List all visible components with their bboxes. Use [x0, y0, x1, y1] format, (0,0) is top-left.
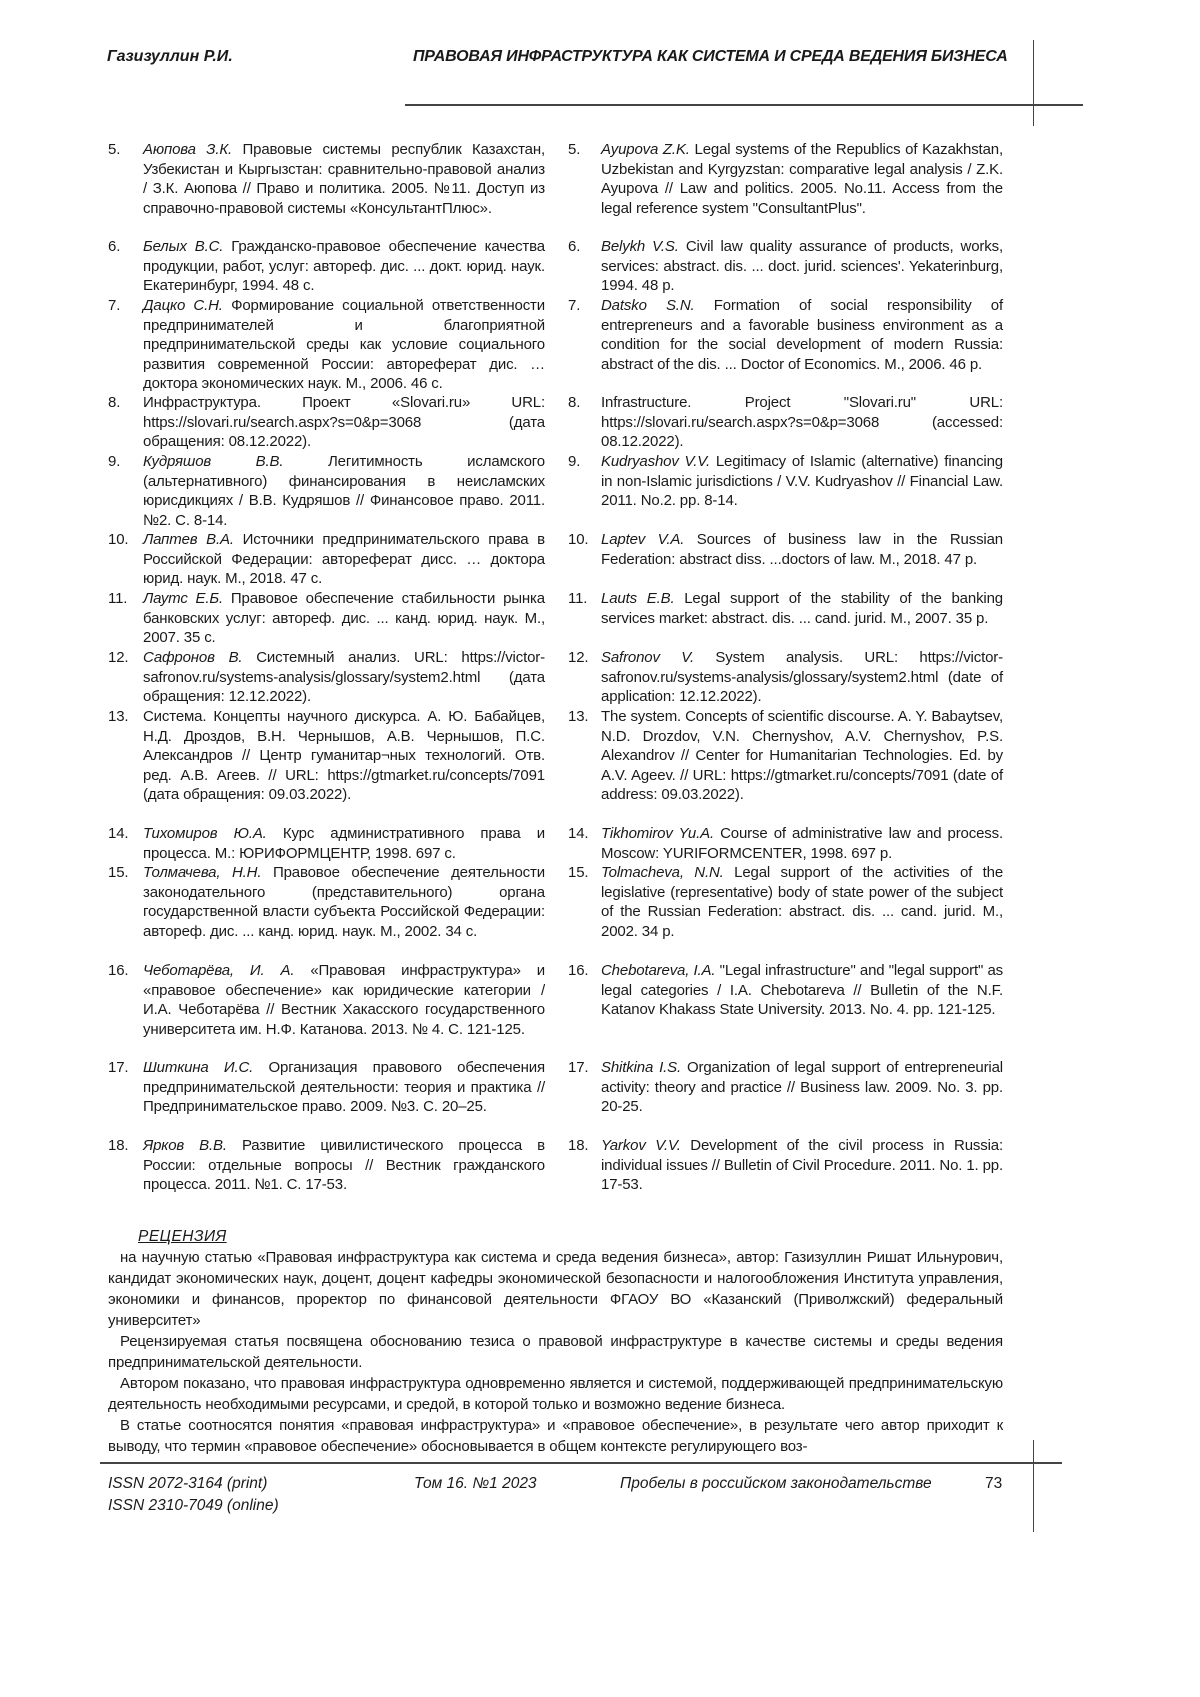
reference-text: Формирование социальной ответственности предпринимателей и благоприятной предпринимательской среды как условие социального развития современной России: автореферат дис. … доктора экономических наук. М., 2006. 46 с. — [143, 297, 545, 392]
reference-text: Правовое обеспечение стабильности рынка банковских услуг: автореф. дис. ... канд. юрид. наук. М., 2007. 35 с. — [143, 590, 545, 646]
review-paragraph: на научную статью «Правовая инфраструктура как система и среда ведения бизнеса», автор: Газизуллин Ришат Ильнурович, кандидат экономических наук, доцент, доцент кафедры экономической безопасности и налогообложения Института управления, экономики и финансов, проректор по финансовой деятельности ФГАОУ ВО «Казанский (Приволжский) федеральный университет» — [108, 1247, 1003, 1331]
reference-row — [0, 237, 1200, 296]
reference-entry-en — [568, 961, 1003, 1020]
header-title: ПРАВОВАЯ ИНФРАСТРУКТУРА КАК СИСТЕМА И СРЕДА ВЕДЕНИЯ БИЗНЕСА — [413, 48, 1008, 66]
reference-row — [0, 707, 1200, 824]
review-paragraph: Рецензируемая статья посвящена обоснованию тезиса о правовой инфраструктуре в качестве системы и среды ведения предпринимательской деятельности. — [108, 1331, 1003, 1373]
reference-body — [143, 393, 545, 452]
reference-text: Legitimacy of Islamic (alternative) financing in non-Islamic jurisdictions / V.V. Kudryashov // Financial Law. 2011. No.2. pp. 8-14. — [601, 453, 1003, 509]
review-heading: РЕЦЕНЗИЯ — [138, 1226, 1003, 1247]
reference-author: Чеботарёва, И. А. — [143, 962, 294, 979]
reference-number: 12. — [568, 648, 588, 668]
reference-author: Белых В.С. — [143, 238, 223, 255]
reference-entry-ru — [108, 237, 545, 296]
reference-entry-ru — [108, 707, 545, 805]
reference-entry-en — [568, 824, 1003, 863]
reference-entry-en — [568, 237, 1003, 296]
reference-author: Shitkina I.S. — [601, 1059, 681, 1076]
reference-entry-en — [568, 648, 1003, 707]
reference-text: Organization of legal support of entrepreneurial activity: theory and practice // Business law. 2009. No. 3. pp. 20-25. — [601, 1059, 1003, 1115]
reference-number: 10. — [568, 530, 588, 550]
reference-number: 7. — [568, 296, 580, 316]
reference-number: 12. — [108, 648, 128, 668]
reference-number: 9. — [108, 452, 120, 472]
reference-number: 6. — [568, 237, 580, 257]
reference-author: Шиткина И.С. — [143, 1059, 253, 1076]
reference-entry-en — [568, 863, 1003, 941]
reference-author: Лаптев В.А. — [143, 531, 234, 548]
reference-number: 14. — [108, 824, 128, 844]
reference-list — [0, 140, 1200, 1216]
reference-text: System analysis. URL: https://victor-safronov.ru/systems-analysis/glossary/system2.html (date of application: 12.12.2022). — [601, 649, 1003, 705]
reference-text: Course of administrative law and process. Moscow: YURIFORMCENTER, 1998. 697 p. — [601, 825, 1003, 862]
volume-issue: Том 16. №1 2023 — [414, 1475, 537, 1493]
reference-number: 7. — [108, 296, 120, 316]
reference-text: Правовые системы республик Казахстан, Узбекистан и Кыргызстан: сравнительно-правовой анализ / З.К. Аюпова // Право и политика. 2005. №11. Доступ из справочно-правовой системы «КонсультантПлюс». — [143, 141, 545, 217]
reference-row — [0, 961, 1200, 1058]
reference-text: Formation of social responsibility of entrepreneurs and a favorable business environment as a condition for the social development of modern Russia: abstract of the dis. ... Doctor of Economics. M., 2006. 46 p. — [601, 297, 1003, 373]
reference-author: Дацко С.Н. — [143, 297, 223, 314]
reference-entry-ru — [108, 824, 545, 863]
review-paragraph: В статье соотносятся понятия «правовая инфраструктура» и «правовое обеспечение», в результате чего автор приходит к выводу, что термин «правовое обеспечение» обосновывается в общем контексте регулирующего воз- — [108, 1415, 1003, 1457]
reference-text: Легитимность исламского (альтернативного) финансирования в неисламских юрисдикциях / В.В. Кудряшов // Финансовое право. 2011. №2. С. 8-14. — [143, 453, 545, 529]
reference-entry-en — [568, 589, 1003, 628]
reference-number: 18. — [568, 1136, 588, 1156]
reference-body — [143, 1058, 545, 1117]
reference-row — [0, 393, 1200, 452]
reference-body — [601, 393, 1003, 452]
header-author: Газизуллин Р.И. — [107, 48, 233, 66]
reference-body — [143, 1136, 545, 1195]
reference-author: Сафронов В. — [143, 649, 242, 666]
reference-row — [0, 1136, 1200, 1216]
reference-author: Lauts E.B. — [601, 590, 674, 607]
reference-text: Организация правового обеспечения предпринимательской деятельности: теория и практика // Предпринимательское право. 2009. №3. С. 20–25. — [143, 1059, 545, 1115]
reference-entry-ru — [108, 589, 545, 648]
reference-row — [0, 296, 1200, 393]
reference-entry-ru — [108, 530, 545, 589]
reference-number: 5. — [568, 140, 580, 160]
reference-text: Курс административного права и процесса. М.: ЮРИФОРМЦЕНТР, 1998. 697 с. — [143, 825, 545, 862]
review-paragraph: Автором показано, что правовая инфраструктура одновременно является и системой, поддерживающей предпринимательскую деятельность необходимыми ресурсами, и средой, в которой только и возможно ведение бизнеса. — [108, 1373, 1003, 1415]
reference-body — [143, 961, 545, 1039]
reference-number: 11. — [568, 589, 587, 609]
reference-text: Гражданско-правовое обеспечение качества продукции, работ, услуг: автореф. дис. ... докт. юрид. наук. Екатеринбург, 1994. 48 с. — [143, 238, 545, 294]
reference-text: Civil law quality assurance of products, works, services: abstract. dis. ... doct. jurid. sciences'. Yekaterinburg, 1994. 48 p. — [601, 238, 1003, 294]
journal-name: Пробелы в российском законодательстве — [620, 1475, 932, 1493]
reference-body — [601, 824, 1003, 863]
reference-author: Толмачева, Н.Н. — [143, 864, 261, 881]
reference-body — [143, 824, 545, 863]
reference-body — [601, 589, 1003, 628]
reference-text: Система. Концепты научного дискурса. А. Ю. Бабайцев, Н.Д. Дроздов, В.Н. Чернышов, А.В. Чернышов, П.С. Александров // Центр гуманитар¬ных технологий. Отв. ред. А.В. Агеев. // URL: https://gtmarket.ru/concepts/7091 (дата обращения: 09.03.2022). — [143, 708, 545, 803]
reference-number: 16. — [568, 961, 588, 981]
reference-body — [601, 452, 1003, 511]
reference-entry-ru — [108, 140, 545, 218]
reference-number: 17. — [108, 1058, 128, 1078]
reference-author: Ayupova Z.K. — [601, 141, 690, 158]
reference-body — [143, 237, 545, 296]
reference-number: 14. — [568, 824, 588, 844]
reference-number: 6. — [108, 237, 120, 257]
reference-body — [143, 296, 545, 394]
reference-entry-ru — [108, 296, 545, 394]
reference-body — [143, 707, 545, 805]
reference-number: 16. — [108, 961, 128, 981]
reference-entry-ru — [108, 648, 545, 707]
reference-author: Tikhomirov Yu.A. — [601, 825, 714, 842]
reference-author: Chebotareva, I.A. — [601, 962, 715, 979]
reference-row — [0, 824, 1200, 863]
reference-body — [143, 452, 545, 530]
reference-entry-en — [568, 530, 1003, 569]
review-section — [108, 1226, 1003, 1457]
reference-row — [0, 1058, 1200, 1136]
reference-text: Инфраструктура. Проект «Slovari.ru» URL: https://slovari.ru/search.aspx?s=0&p=3068 (дата обращения: 08.12.2022). — [143, 394, 545, 450]
reference-row — [0, 648, 1200, 707]
reference-entry-ru — [108, 1058, 545, 1117]
reference-text: «Правовая инфраструктура» и «правовое обеспечение» как юридические категории / И.А. Чеботарёва // Вестник Хакасского государственного университета им. Н.Ф. Катанова. 2013. № 4. С. 121-125. — [143, 962, 545, 1038]
footer-rule — [100, 1462, 1062, 1464]
reference-author: Belykh V.S. — [601, 238, 679, 255]
reference-text: The system. Concepts of scientific discourse. A. Y. Babaytsev, N.D. Drozdov, V.N. Chernyshov, A.V. Chernyshov, P.S. Alexandrov // Center for Humanitarian Technologies. Ed. by A.V. Ageev. // URL: https://gtmarket.ru/concepts/7091 (date of address: 09.03.2022). — [601, 708, 1003, 803]
header-rule — [405, 104, 1083, 106]
reference-entry-en — [568, 296, 1003, 374]
reference-entry-en — [568, 707, 1003, 805]
reference-body — [143, 863, 545, 941]
reference-body — [601, 648, 1003, 707]
reference-author: Laptev V.A. — [601, 531, 684, 548]
reference-author: Тихомиров Ю.А. — [143, 825, 267, 842]
reference-text: Источники предпринимательского права в Российской Федерации: автореферат дисс. … доктора юрид. наук. М., 2018. 47 с. — [143, 531, 545, 587]
reference-author: Ярков В.В. — [143, 1137, 227, 1154]
reference-author: Аюпова З.К. — [143, 141, 232, 158]
reference-entry-ru — [108, 863, 545, 941]
reference-entry-en — [568, 1136, 1003, 1195]
reference-number: 15. — [108, 863, 128, 883]
reference-row — [0, 863, 1200, 961]
reference-row — [0, 589, 1200, 648]
reference-body — [601, 863, 1003, 941]
reference-row — [0, 452, 1200, 530]
reference-body — [601, 530, 1003, 569]
reference-body — [601, 140, 1003, 218]
reference-number: 5. — [108, 140, 120, 160]
reference-number: 13. — [108, 707, 128, 727]
reference-number: 15. — [568, 863, 588, 883]
issn-online: ISSN 2310-7049 (online) — [108, 1497, 279, 1515]
reference-text: Правовое обеспечение деятельности законодательного (представительного) органа государственной власти субъекта Российской Федерации: автореф. дис. ... канд. юрид. наук. М., 2002. 34 с. — [143, 864, 545, 940]
reference-number: 11. — [108, 589, 127, 609]
reference-entry-ru — [108, 961, 545, 1039]
reference-entry-en — [568, 393, 1003, 452]
reference-body — [143, 648, 545, 707]
header-vertical-rule — [1033, 40, 1034, 126]
reference-entry-en — [568, 1058, 1003, 1117]
reference-entry-en — [568, 140, 1003, 218]
reference-entry-ru — [108, 452, 545, 530]
reference-body — [601, 296, 1003, 374]
reference-entry-ru — [108, 393, 545, 452]
issn-print: ISSN 2072-3164 (print) — [108, 1475, 267, 1493]
reference-text: Legal systems of the Republics of Kazakhstan, Uzbekistan and Kyrgyzstan: comparative legal analysis / Z.K. Ayupova // Law and politics. 2005. No.11. Access from the legal reference system "ConsultantPlus". — [601, 141, 1003, 217]
reference-author: Datsko S.N. — [601, 297, 695, 314]
reference-number: 18. — [108, 1136, 128, 1156]
reference-number: 8. — [108, 393, 120, 413]
reference-number: 17. — [568, 1058, 588, 1078]
reference-entry-ru — [108, 1136, 545, 1195]
reference-text: Sources of business law in the Russian Federation: abstract diss. ...doctors of law. M., 2018. 47 p. — [601, 531, 1003, 568]
reference-number: 10. — [108, 530, 128, 550]
reference-entry-en — [568, 452, 1003, 511]
reference-text: "Legal infrastructure" and "legal support" as legal categories / I.A. Chebotareva // Bulletin of the N.F. Katanov Khakass State University. 2013. No. 4. pp. 121-125. — [601, 962, 1003, 1018]
reference-body — [601, 1058, 1003, 1117]
footer-vertical-rule — [1033, 1440, 1034, 1532]
reference-author: Safronov V. — [601, 649, 694, 666]
reference-text: Legal support of the stability of the banking services market: abstract. dis. ... cand. jurid. M., 2007. 35 p. — [601, 590, 1003, 627]
reference-row — [0, 140, 1200, 237]
reference-number: 9. — [568, 452, 580, 472]
reference-author: Лаутс Е.Б. — [143, 590, 223, 607]
reference-number: 8. — [568, 393, 580, 413]
reference-text: Развитие цивилистического процесса в России: отдельные вопросы // Вестник гражданского процесса. 2011. №1. С. 17-53. — [143, 1137, 545, 1193]
reference-author: Kudryashov V.V. — [601, 453, 710, 470]
reference-body — [601, 237, 1003, 296]
reference-row — [0, 530, 1200, 589]
reference-text: Development of the civil process in Russia: individual issues // Bulletin of Civil Procedure. 2011. No. 1. pp. 17-53. — [601, 1137, 1003, 1193]
reference-text: Infrastructure. Project "Slovari.ru" URL: https://slovari.ru/search.aspx?s=0&p=3068 (accessed: 08.12.2022). — [601, 394, 1003, 450]
reference-text: Системный анализ. URL: https://victor-safronov.ru/systems-analysis/glossary/system2.html (дата обращения: 12.12.2022). — [143, 649, 545, 705]
reference-number: 13. — [568, 707, 588, 727]
reference-body — [143, 530, 545, 589]
reference-author: Yarkov V.V. — [601, 1137, 681, 1154]
reference-body — [601, 707, 1003, 805]
page-number: 73 — [985, 1475, 1002, 1493]
reference-author: Кудряшов В.В. — [143, 453, 283, 470]
reference-author: Tolmacheva, N.N. — [601, 864, 724, 881]
reference-body — [601, 961, 1003, 1020]
reference-text: Legal support of the activities of the legislative (representative) body of state power of the subject of the Russian Federation: abstract. dis. ... cand. jurid. M., 2002. 34 p. — [601, 864, 1003, 940]
reference-body — [143, 140, 545, 218]
reference-body — [601, 1136, 1003, 1195]
reference-body — [143, 589, 545, 648]
